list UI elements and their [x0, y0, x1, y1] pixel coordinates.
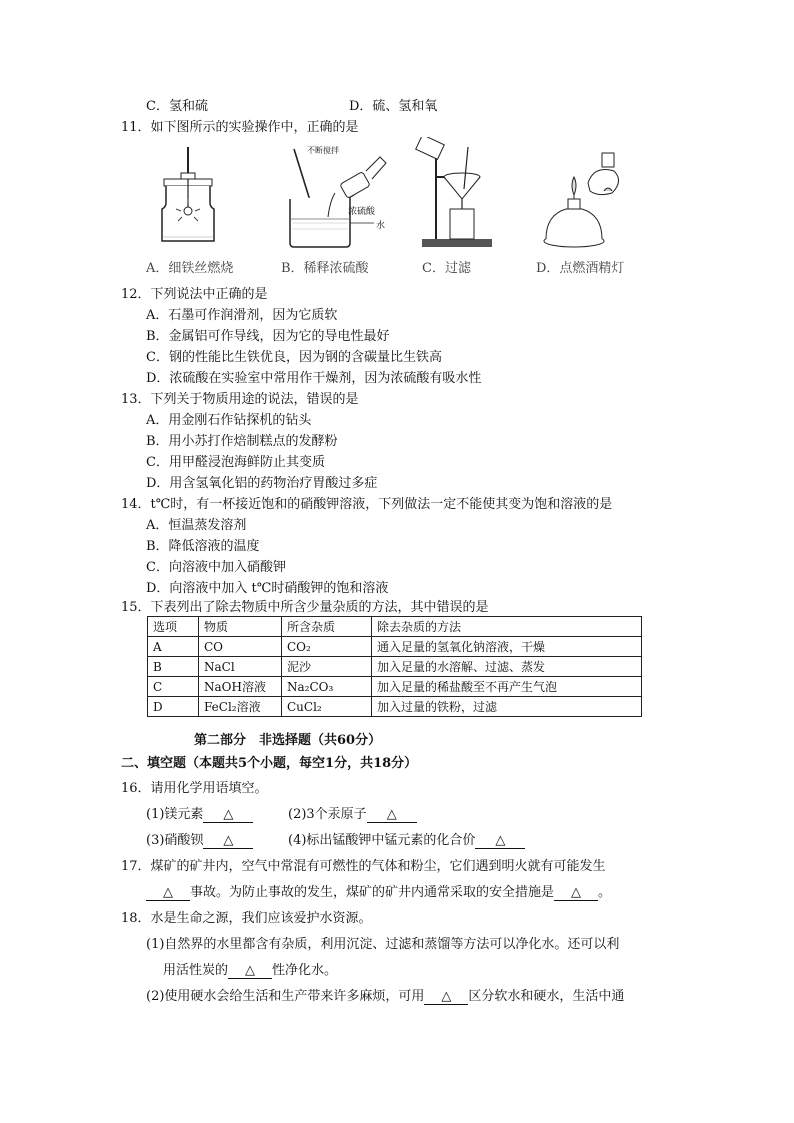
table-cell: FeCl₂溶液	[199, 697, 282, 717]
table-header: 物质	[199, 617, 282, 637]
q11-caption-d: D．点燃酒精灯	[536, 261, 625, 276]
q17-text-a: 事故。为防止事故的发生，煤矿的矿井内通常采取的安全措施是	[190, 885, 555, 900]
q16-item-2	[288, 806, 417, 824]
table-header: 选项	[148, 617, 199, 637]
q14-option-d: D．向溶液中加入 t℃时硝酸钾的饱和溶液	[146, 581, 389, 596]
table-cell: CuCl₂	[282, 697, 372, 717]
q13-option-c: C．用甲醛浸泡海鲜防止其变质	[146, 455, 325, 470]
q18-stem: 18．水是生命之源，我们应该爱护水资源。	[121, 911, 372, 926]
q18-p1-line1: (1)自然界的水里都含有杂质，利用沉淀、过滤和蒸馏等方法可以净化水。还可以利	[146, 937, 620, 952]
answer-blank[interactable]: △	[203, 807, 253, 823]
q16-stem: 16．请用化学用语填空。	[121, 781, 268, 796]
answer-blank[interactable]: △	[367, 807, 417, 823]
table-cell: B	[148, 657, 199, 677]
q13-option-b: B．用小苏打作焙制糕点的发酵粉	[146, 434, 338, 449]
q16-item-label: (1)镁元素	[146, 807, 204, 822]
q11-stem: 11．如下图所示的实验操作中，正确的是	[121, 120, 359, 135]
q17-line2	[146, 884, 611, 902]
q12-option-c: C．钢的性能比生铁优良，因为钢的含碳量比生铁高	[146, 350, 442, 365]
q13-option-d: D．用含氢氧化铝的药物治疗胃酸过多症	[146, 476, 378, 491]
q14-option-c: C．向溶液中加入硝酸钾	[146, 560, 286, 575]
q14-option-a: A．恒温蒸发溶剂	[146, 518, 247, 533]
q10-option-d: D．硫、氢和氧	[349, 99, 438, 114]
table-cell: CO₂	[282, 637, 372, 657]
answer-blank[interactable]: △	[203, 833, 253, 849]
table-cell: NaOH溶液	[199, 677, 282, 697]
q18-p1-text-b: 性净化水。	[272, 963, 338, 978]
q13-option-a: A．用金刚石作钻探机的钻头	[146, 413, 312, 428]
table-cell: 加入足量的水溶解、过滤、蒸发	[372, 657, 642, 677]
q18-p2-line	[146, 988, 624, 1006]
table-cell: Na₂CO₃	[282, 677, 372, 697]
section2-title: 二、填空题（本题共5个小题，每空1分，共18分）	[121, 756, 418, 771]
q13-stem: 13．下列关于物质用途的说法，错误的是	[121, 392, 359, 407]
table-cell: 加入过量的铁粉，过滤	[372, 697, 642, 717]
q18-p1-line2	[163, 962, 337, 980]
table-cell: D	[148, 697, 199, 717]
filtration-illustration	[412, 137, 512, 251]
q12-option-b: B．金属铝可作导线，因为它的导电性最好	[146, 329, 390, 344]
q11-caption-b: B．稀释浓硫酸	[281, 261, 369, 276]
part2-title: 第二部分 非选择题（共60分）	[194, 733, 382, 748]
answer-blank[interactable]: △	[228, 963, 272, 979]
table-row	[148, 637, 642, 657]
table-cell: A	[148, 637, 199, 657]
answer-blank[interactable]: △	[475, 833, 525, 849]
q16-item-3	[146, 832, 253, 850]
q12-option-d: D．浓硫酸在实验室中常用作干燥剂，因为浓硫酸有吸水性	[146, 371, 482, 386]
dilute-sulfuric-acid-illustration	[280, 139, 400, 251]
table-header: 所含杂质	[282, 617, 372, 637]
q16-item-4	[288, 832, 525, 850]
q18-p2-text-a: (2)使用硬水会给生活和生产带来许多麻烦，可用	[146, 989, 425, 1004]
table-cell: 泥沙	[282, 657, 372, 677]
table-row	[148, 657, 642, 677]
q17-text-b: 。	[598, 885, 612, 900]
q18-p2-text-b: 区分软水和硬水，生活中通	[468, 989, 625, 1004]
q12-stem: 12．下列说法中正确的是	[121, 287, 268, 302]
answer-blank[interactable]: △	[554, 885, 598, 901]
table-cell: 加入足量的稀盐酸至不再产生气泡	[372, 677, 642, 697]
table-cell: CO	[199, 637, 282, 657]
q11-caption-a: A．细铁丝燃烧	[146, 261, 234, 276]
answer-blank[interactable]: △	[424, 989, 468, 1005]
q16-item-label: (3)硝酸钡	[146, 833, 204, 848]
label-stir: 不断搅拌	[307, 146, 339, 155]
table-header: 除去杂质的方法	[372, 617, 642, 637]
table-row	[148, 677, 642, 697]
label-acid: 浓硫酸	[348, 207, 376, 217]
q17-line1: 17．煤矿的矿井内，空气中常混有可燃性的气体和粉尘，它们遇到明火就有可能发生	[121, 859, 606, 874]
iron-wire-burning-illustration	[148, 139, 258, 249]
table-row	[148, 697, 642, 717]
answer-blank[interactable]: △	[146, 885, 190, 901]
q11-caption-c: C．过滤	[422, 261, 471, 276]
table-cell: C	[148, 677, 199, 697]
q12-option-a: A．石墨可作润滑剂，因为它质软	[146, 308, 338, 323]
q10-option-c: C．氢和硫	[146, 99, 208, 114]
q18-p1-text-a: 用活性炭的	[163, 963, 229, 978]
q15-stem: 15．下表列出了除去物质中所含少量杂质的方法，其中错误的是	[121, 600, 489, 615]
q16-item-label: (2)3个汞原子	[288, 807, 367, 822]
table-cell: 通入足量的氢氧化钠溶液，干燥	[372, 637, 642, 657]
alcohol-lamp-illustration	[532, 151, 642, 251]
table-header-row	[148, 617, 642, 637]
q14-stem: 14．t℃时，有一杯接近饱和的硝酸钾溶液，下列做法一定不能使其变为饱和溶液的是	[121, 497, 613, 512]
table-cell: NaCl	[199, 657, 282, 677]
label-water: 水	[376, 221, 386, 231]
q14-option-b: B．降低溶液的温度	[146, 539, 260, 554]
q11-figure	[140, 137, 660, 279]
q16-item-1	[146, 806, 253, 824]
q16-item-label: (4)标出锰酸钾中锰元素的化合价	[288, 833, 476, 848]
impurity-removal-table	[147, 616, 642, 717]
